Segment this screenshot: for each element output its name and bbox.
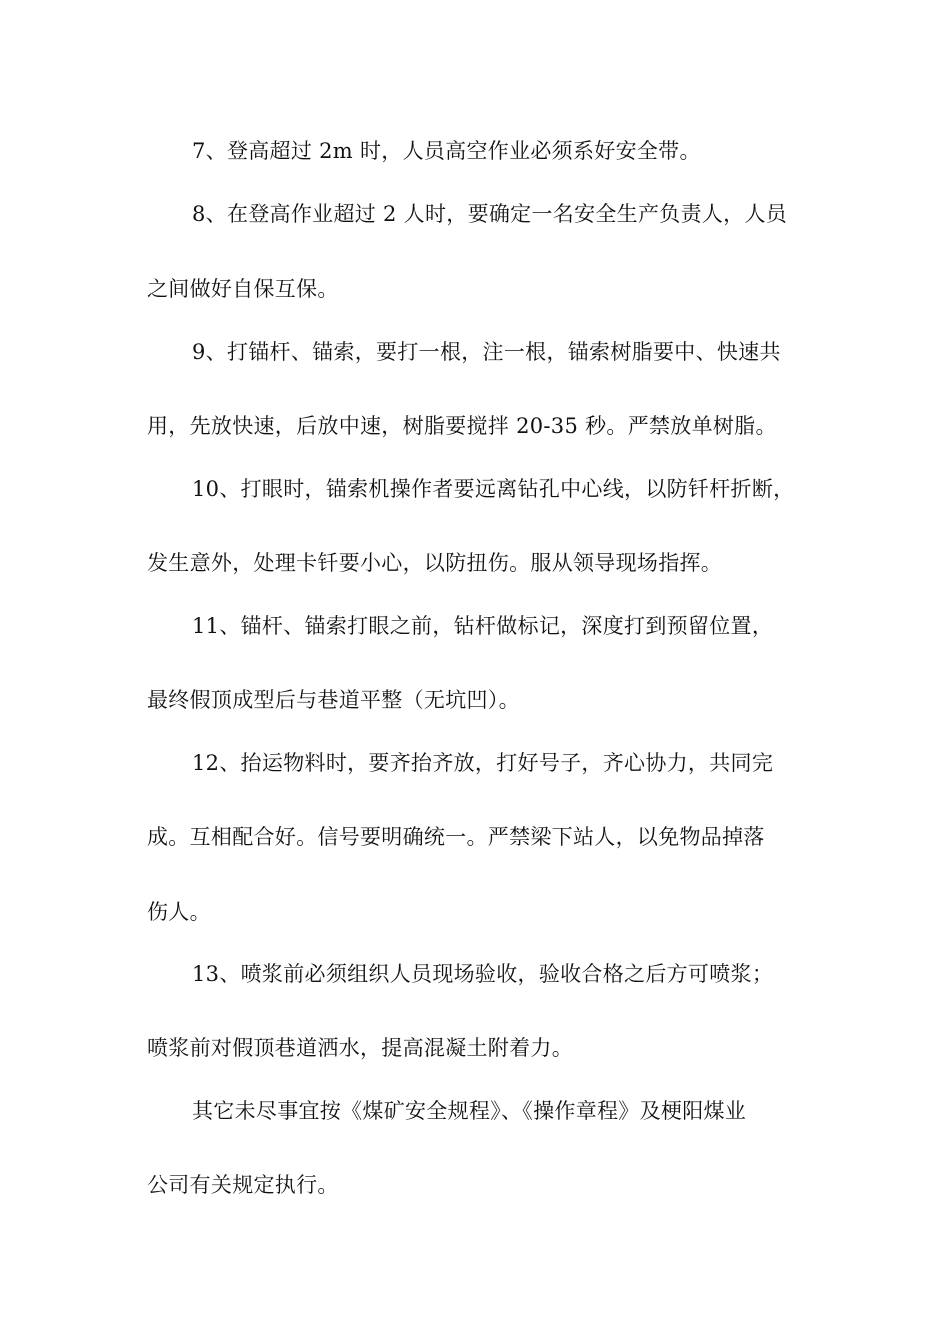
item-8-line-2: 之间做好自保互保。: [147, 277, 339, 301]
item-13-line-2: 喷浆前对假顶巷道洒水，提高混凝土附着力。: [147, 1036, 573, 1060]
item-9-line-2: 用，先放快速，后放中速，树脂要搅拌 20-35 秒。严禁放单树脂。: [147, 414, 777, 438]
closing-line-1: 其它未尽事宜按《煤矿安全规程》、《操作章程》及梗阳煤业: [192, 1099, 747, 1123]
closing-line-2: 公司有关规定执行。: [147, 1173, 339, 1197]
item-13-line-1: 13、喷浆前必须组织人员现场验收，验收合格之后方可喷浆；: [192, 962, 774, 986]
item-10-line-2: 发生意外，处理卡钎要小心，以防扭伤。服从领导现场指挥。: [147, 551, 723, 575]
item-10-line-1: 10、打眼时，锚索机操作者要远离钻孔中心线，以防钎杆折断，: [192, 477, 795, 501]
item-12-line-2: 成。互相配合好。信号要明确统一。严禁梁下站人，以免物品掉落: [147, 825, 765, 849]
item-11-line-1: 11、锚杆、锚索打眼之前，钻杆做标记，深度打到预留位置，: [192, 614, 774, 638]
item-7-line-1: 7、登高超过 2m 时，人员高空作业必须系好安全带。: [192, 139, 701, 163]
item-9-line-1: 9、打锚杆、锚索，要打一根，注一根，锚索树脂要中、快速共: [192, 340, 781, 364]
item-12-line-1: 12、抬运物料时，要齐抬齐放，打好号子，齐心协力，共同完: [192, 751, 774, 775]
item-12-line-3: 伤人。: [147, 900, 211, 924]
item-8-line-1: 8、在登高作业超过 2 人时，要确定一名安全生产负责人，人员: [192, 202, 788, 226]
item-11-line-2: 最终假顶成型后与巷道平整（无坑凹）。: [147, 688, 520, 712]
